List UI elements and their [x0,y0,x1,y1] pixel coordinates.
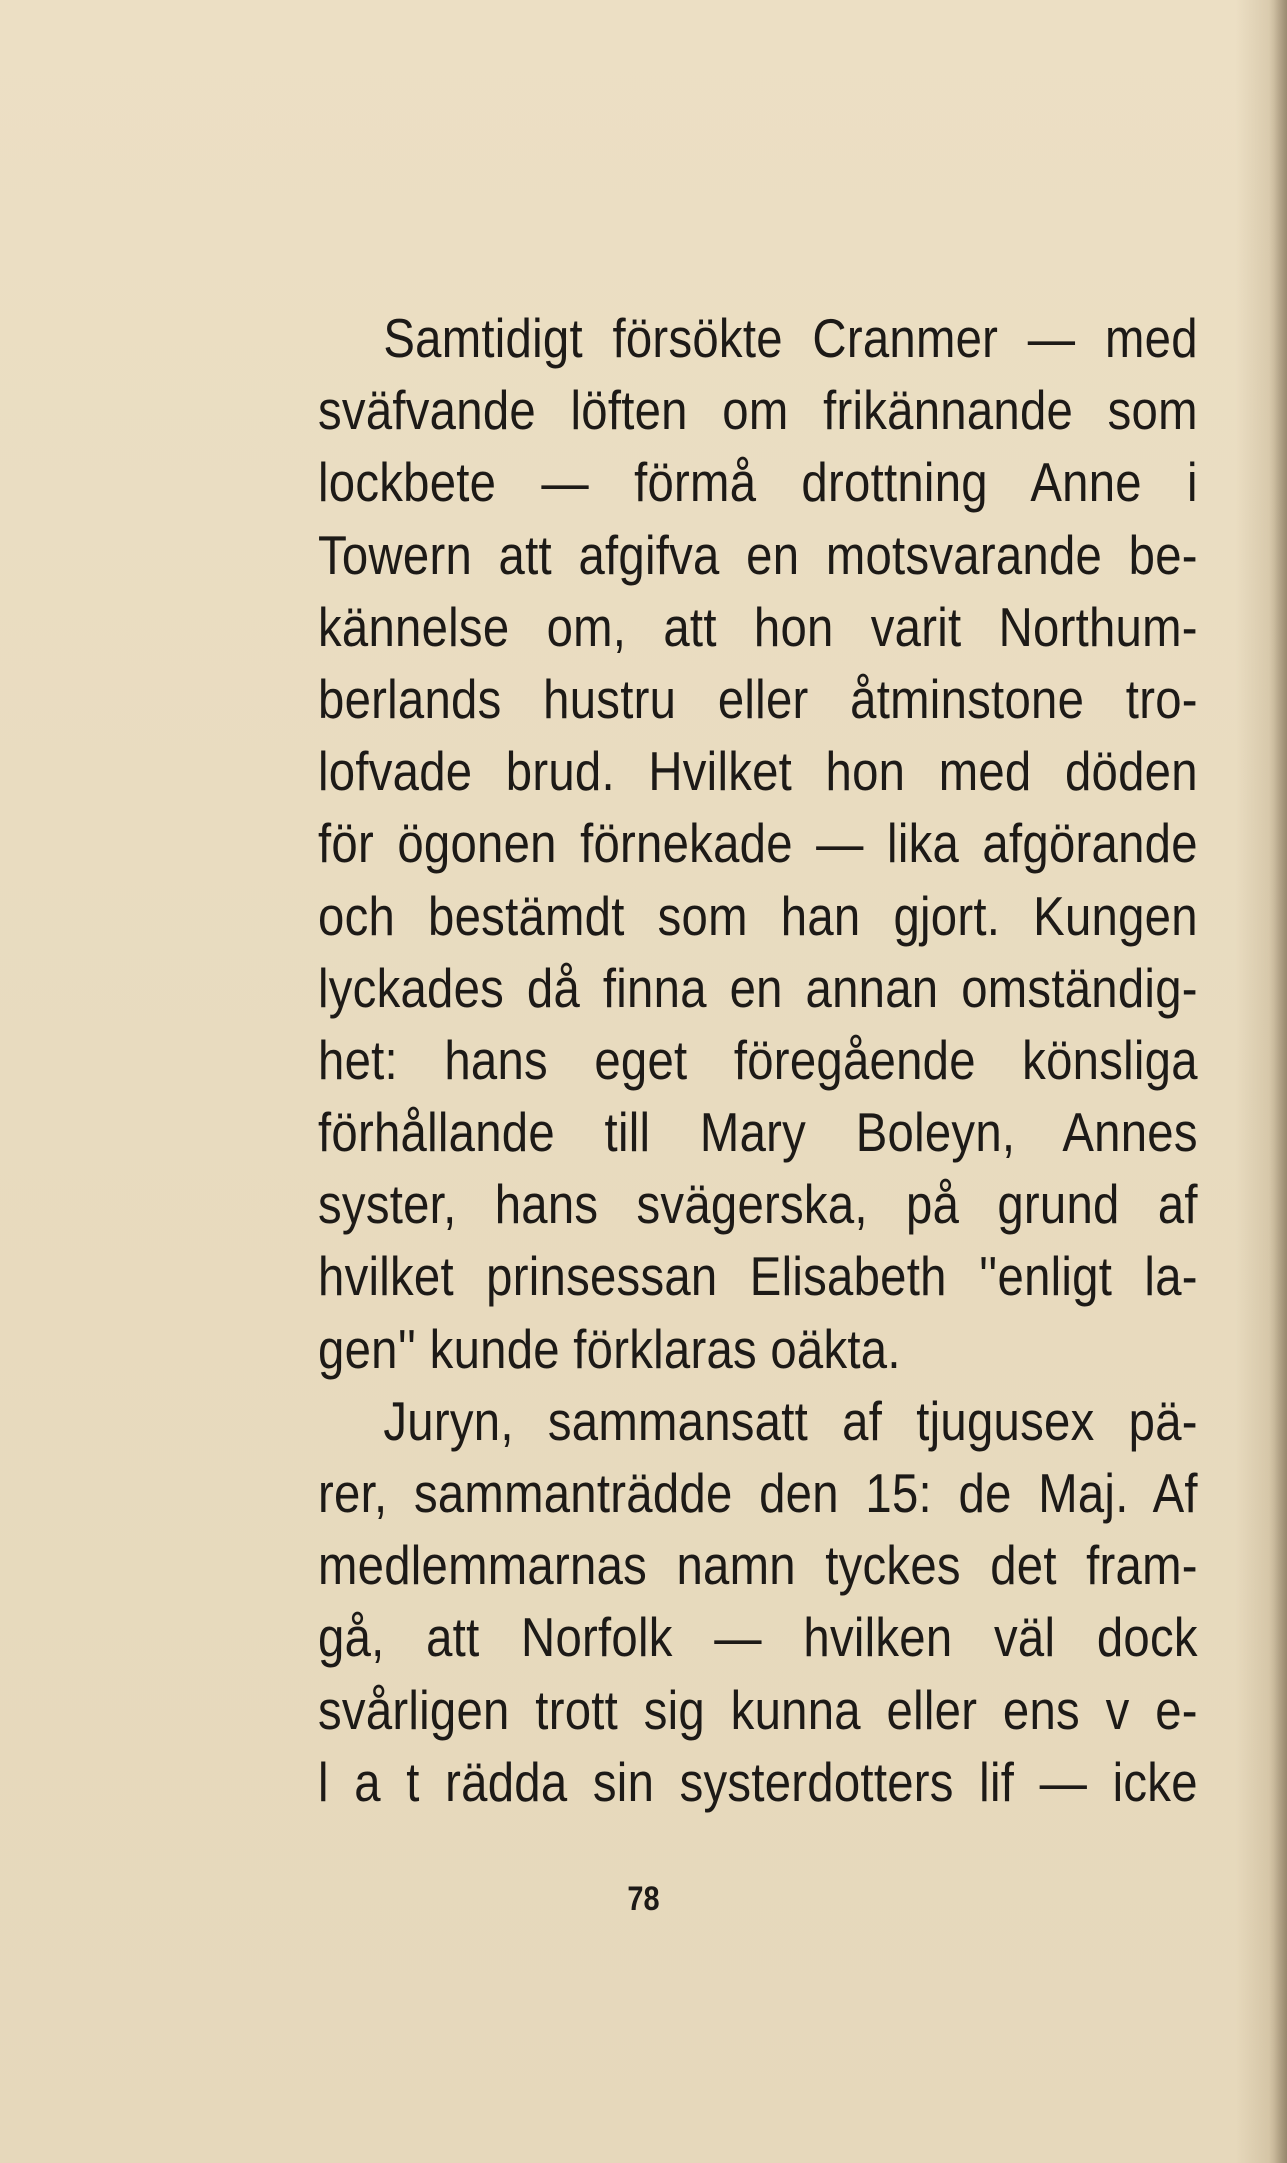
text-line: lockbete — förmå drottning Anne i [318,451,1198,514]
text-line: hvilket prinsessan Elisabeth ''enligt la- [318,1245,1198,1308]
text-line: sväfvande löften om frikännande som [318,379,1198,442]
text-line: och bestämdt som han gjort. Kungen [318,884,1198,947]
text-line: förhållande till Mary Boleyn, Annes [318,1101,1198,1164]
page-edge-shadow [1269,0,1287,2163]
body-text [318,302,1198,1818]
text-line: lyckades då finna en annan omständig- [318,956,1198,1019]
text-line: svårligen trott sig kunna eller ens v e- [318,1678,1198,1741]
text-line: för ögonen förnekade — lika afgörande [318,812,1198,875]
text-line: Juryn, sammansatt af tjugusex pä- [383,1389,1198,1452]
text-line: l a t rädda sin systerdotters lif — icke [318,1750,1198,1813]
text-line: berlands hustru eller åtminstone tro- [318,667,1198,730]
text-line: gå, att Norfolk — hvilken väl dock [318,1606,1198,1669]
page-number: 78 [627,1880,660,1918]
text-line: medlemmarnas namn tyckes det fram- [318,1534,1198,1597]
text-line: het: hans eget föregående könsliga [318,1028,1198,1091]
text-line: lofvade brud. Hvilket hon med döden [318,740,1198,803]
text-line: syster, hans svägerska, på grund af [318,1173,1198,1236]
text-line: Towern att afgifva en motsvarande be- [318,523,1198,586]
text-line: gen'' kunde förklaras oäkta. [318,1317,901,1380]
text-line: kännelse om, att hon varit Northum- [318,595,1198,658]
text-line: Samtidigt försökte Cranmer — med [383,307,1198,369]
text-line: rer, sammanträdde den 15: de Maj. Af [318,1462,1198,1524]
